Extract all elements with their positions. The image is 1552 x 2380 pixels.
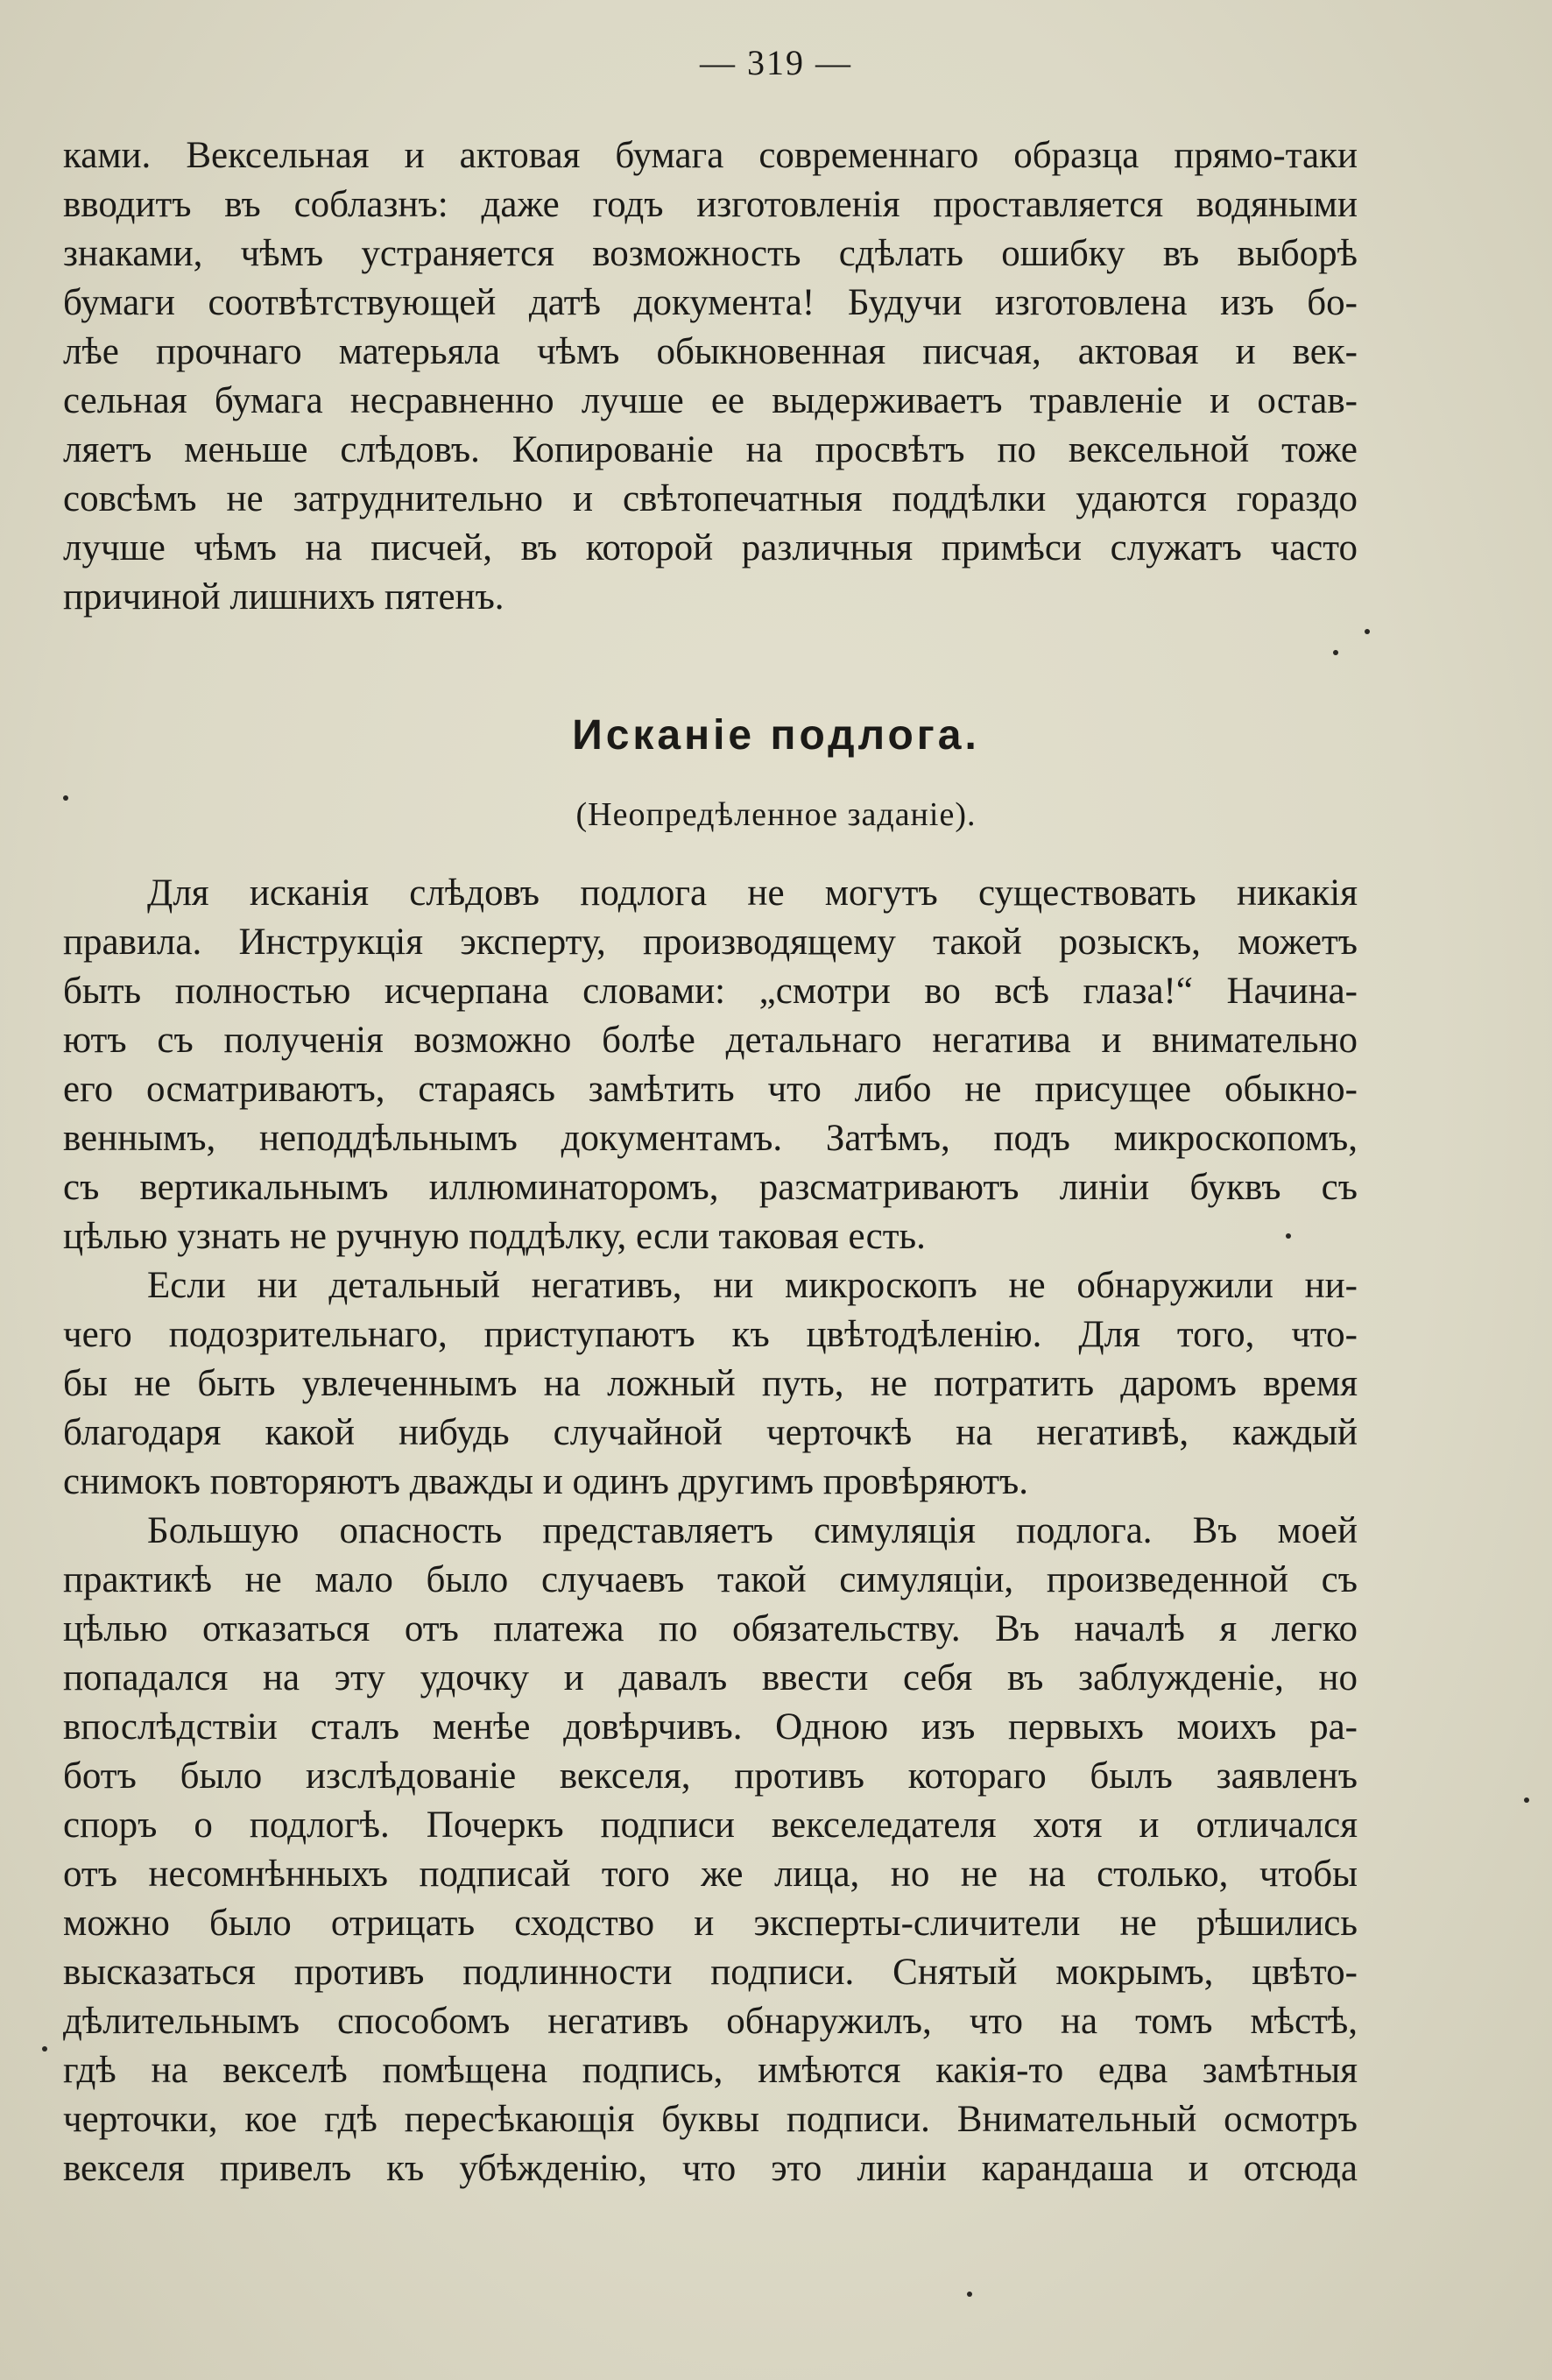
paragraph-1 bbox=[63, 869, 1358, 1261]
text-line: лучше чѣмъ на писчей, въ которой различныя примѣси служатъ часто bbox=[63, 527, 1358, 569]
text-line: бы не быть увлеченнымъ на ложный путь, не потратить даромъ время bbox=[63, 1363, 1358, 1404]
text-line: векселя привелъ къ убѣжденію, что это линіи карандаша и отсюда bbox=[63, 2148, 1358, 2189]
text-line: ботъ было изслѣдованіе векселя, противъ котораго былъ заявленъ bbox=[63, 1755, 1358, 1797]
text-line: отъ несомнѣнныхъ подписай того же лица, но не на столько, чтобы bbox=[63, 1854, 1358, 1895]
text-line: дѣлительнымъ способомъ негативъ обнаружилъ, что на томъ мѣстѣ, bbox=[63, 2001, 1358, 2042]
text-line: Если ни детальный негативъ, ни микроскопъ не обнаружили ни- bbox=[147, 1265, 1358, 1306]
text-line: цѣлью узнать не ручную поддѣлку, если таковая есть. bbox=[63, 1216, 926, 1257]
text-line: веннымъ, неподдѣльнымъ документамъ. Затѣмъ, подъ микроскопомъ, bbox=[63, 1118, 1358, 1159]
text-line: практикѣ не мало было случаевъ такой симуляціи, произведенной съ bbox=[63, 1559, 1358, 1600]
text-line: впослѣдствіи сталъ менѣе довѣрчивъ. Одною изъ первыхъ моихъ ра- bbox=[63, 1706, 1358, 1748]
text-line: попадался на эту удочку и давалъ ввести себя въ заблужденіе, но bbox=[63, 1657, 1358, 1698]
text-line: ками. Вексельная и актовая бумага современнаго образца прямо-таки bbox=[63, 135, 1358, 176]
section-subheading: (Неопредѣленное заданіе). bbox=[575, 796, 977, 833]
text-line: быть полностью исчерпана словами: „смотри во всѣ глаза!“ Начина- bbox=[63, 971, 1358, 1012]
text-line: высказаться противъ подлинности подписи. Снятый мокрымъ, цвѣто- bbox=[63, 1952, 1358, 1993]
text-line: цѣлью отказаться отъ платежа по обязательству. Въ началѣ я легко bbox=[63, 1608, 1358, 1649]
print-speck bbox=[1524, 1797, 1529, 1803]
text-line: бумаги соотвѣтствующей датѣ документа! Будучи изготовлена изъ бо- bbox=[63, 282, 1358, 323]
text-line: снимокъ повторяютъ дважды и одинъ другимъ провѣряютъ. bbox=[63, 1461, 1029, 1502]
print-speck bbox=[967, 2292, 972, 2297]
text-line: чего подозрительнаго, приступаютъ къ цвѣтодѣленію. Для того, что- bbox=[63, 1314, 1358, 1355]
text-line: съ вертикальнымъ иллюминаторомъ, разсматриваютъ линіи буквъ съ bbox=[63, 1167, 1358, 1208]
text-line: Большую опасность представляетъ симуляція подлога. Въ моей bbox=[147, 1510, 1358, 1551]
text-line: вводитъ въ соблазнъ: даже годъ изготовленія проставляется водяными bbox=[63, 184, 1358, 225]
text-line: Для исканія слѣдовъ подлога не могутъ существовать никакія bbox=[147, 872, 1358, 914]
text-line: совсѣмъ не затруднительно и свѣтопечатныя поддѣлки удаются гораздо bbox=[63, 478, 1358, 519]
paragraph-3 bbox=[63, 1507, 1358, 2193]
text-line: ютъ съ полученія возможно болѣе детальнаго негатива и внимательно bbox=[63, 1020, 1358, 1061]
text-line: благодаря какой нибудь случайной черточкѣ на негативѣ, каждый bbox=[63, 1412, 1358, 1453]
page-number: — 319 — bbox=[700, 43, 852, 82]
text-line: лѣе прочнаго матерьяла чѣмъ обыкновенная писчая, актовая и век- bbox=[63, 331, 1358, 372]
section-heading: Исканіе подлога. bbox=[572, 712, 980, 759]
print-speck bbox=[1333, 650, 1338, 655]
text-line: причиной лишнихъ пятенъ. bbox=[63, 576, 504, 618]
text-line: знаками, чѣмъ устраняется возможность сдѣлать ошибку въ выборѣ bbox=[63, 233, 1358, 274]
text-line: гдѣ на векселѣ помѣщена подпись, имѣются какія-то едва замѣтныя bbox=[63, 2050, 1358, 2091]
print-speck bbox=[1286, 1233, 1291, 1239]
paragraph-2 bbox=[63, 1261, 1358, 1507]
continuation-paragraph bbox=[63, 131, 1358, 622]
text-line: споръ о подлогѣ. Почеркъ подписи векселедателя хотя и отличался bbox=[63, 1804, 1358, 1846]
text-line: сельная бумага несравненно лучше ее выдерживаетъ травленіе и остав- bbox=[63, 380, 1358, 421]
print-speck bbox=[42, 2046, 47, 2052]
text-line: черточки, кое гдѣ пересѣкающія буквы подписи. Внимательный осмотръ bbox=[63, 2099, 1358, 2140]
print-speck bbox=[1365, 629, 1370, 634]
text-line: его осматриваютъ, стараясь замѣтить что либо не присущее обыкно- bbox=[63, 1069, 1358, 1110]
text-line: ляетъ меньше слѣдовъ. Копированіе на просвѣтъ по вексельной тоже bbox=[63, 429, 1358, 470]
text-line: правила. Инструкція эксперту, производящему такой розыскъ, можетъ bbox=[63, 922, 1358, 963]
text-line: можно было отрицать сходство и эксперты-сличители не рѣшились bbox=[63, 1903, 1358, 1944]
print-speck bbox=[63, 795, 68, 801]
